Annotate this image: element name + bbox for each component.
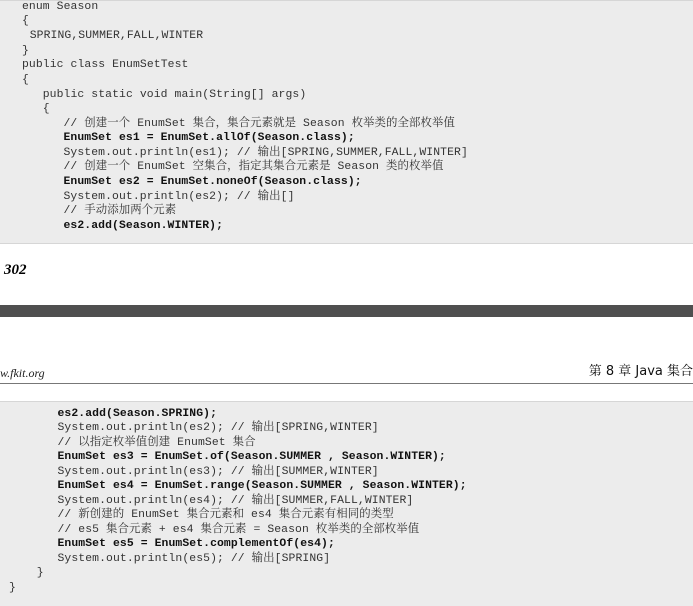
header-rule	[0, 383, 693, 384]
code-line: EnumSet es4 = EnumSet.range(Season.SUMMER , Season.WINTER);	[2, 480, 467, 492]
code-line: // 创建一个 EnumSet 空集合，指定其集合元素是 Season 类的枚举值	[8, 161, 444, 173]
code-line: // 新创建的 EnumSet 集合元素和 es4 集合元素有相同的类型	[2, 509, 394, 521]
code-line: }	[9, 582, 16, 594]
code-line: EnumSet es5 = EnumSet.complementOf(es4);	[2, 538, 335, 550]
code-line: public static void main(String[] args)	[15, 89, 307, 101]
code-line: es2.add(Season.SPRING);	[2, 408, 218, 420]
code-line: }	[9, 567, 44, 579]
code-line: enum Season	[22, 1, 99, 13]
code-line: System.out.println(es4); // 输出[SUMMER,FALL,WINTER]	[2, 495, 414, 507]
page-divider	[0, 305, 693, 317]
code-line: System.out.println(es1); // 输出[SPRING,SUMMER,FALL,WINTER]	[8, 147, 468, 159]
code-line: System.out.println(es2); // 输出[SPRING,WINTER]	[2, 422, 379, 434]
code-line: }	[22, 45, 29, 57]
code-line: {	[22, 74, 29, 86]
code-line: System.out.println(es3); // 输出[SUMMER,WINTER]	[2, 466, 379, 478]
code-line: // 创建一个 EnumSet 集合，集合元素就是 Season 枚举类的全部枚举值	[8, 118, 455, 130]
code-line: {	[15, 103, 50, 115]
code-line: public class EnumSetTest	[22, 59, 189, 71]
code-block-bottom	[0, 401, 693, 606]
code-line: // 以指定枚举值创建 EnumSet 集合	[2, 437, 256, 449]
page-number: 302	[4, 262, 27, 278]
chapter-header: 第 8 章 Java 集合	[588, 364, 693, 379]
code-block-top	[0, 0, 693, 244]
code-line: EnumSet es1 = EnumSet.allOf(Season.class);	[8, 132, 355, 144]
code-line: EnumSet es3 = EnumSet.of(Season.SUMMER , Season.WINTER);	[2, 451, 446, 463]
code-line: System.out.println(es2); // 输出[]	[8, 191, 295, 203]
code-line: System.out.println(es5); // 输出[SPRING]	[2, 553, 331, 565]
code-line: es2.add(Season.WINTER);	[8, 220, 224, 232]
code-line: SPRING,SUMMER,FALL,WINTER	[2, 30, 204, 42]
site-url: w.fkit.org	[0, 366, 45, 380]
code-line: // es5 集合元素 + es4 集合元素 = Season 枚举类的全部枚举值	[2, 524, 420, 536]
code-line: // 手动添加两个元素	[8, 205, 177, 217]
code-line: {	[22, 15, 29, 27]
code-line: EnumSet es2 = EnumSet.noneOf(Season.class);	[8, 176, 362, 188]
